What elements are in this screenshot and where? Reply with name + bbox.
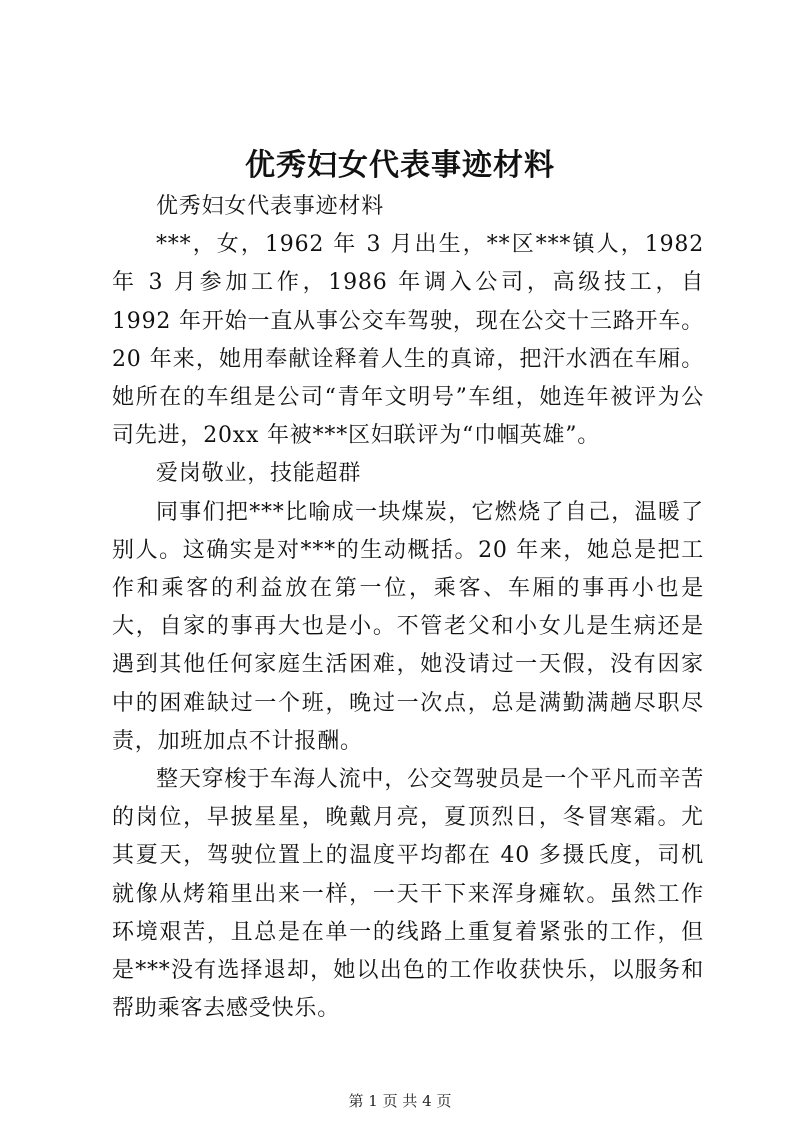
- document-title: 优秀妇女代表事迹材料: [245, 148, 555, 183]
- page-footer: 第 1 页 共 4 页: [348, 1092, 452, 1110]
- section-heading: 爱岗敬业，技能超群: [156, 461, 362, 487]
- body-paragraph: 同事们把***比喻成一块煤炭，它燃烧了自己，温暖了别人。这确实是对***的生动概括。20 年来，她总是把工作和乘客的利益放在第一位，乘客、车厢的事再小也是大，自家的事再大也是小。不管老父和小女儿是生病还是遇到其他任何家庭生活困难，她没请过一天假，没有因家中的困难缺过一个班，晚过一次点，总是满勤满趟尽职尽责，加班加点不计报酬。: [112, 499, 704, 754]
- document-body: [112, 188, 704, 1028]
- body-paragraph: 整天穿梭于车海人流中，公交驾驶员是一个平凡而辛苦的岗位，早披星星，晚戴月亮，夏顶烈日，冬冒寒霜。尤其夏天，驾驶位置上的温度平均都在 40 多摄氏度，司机就像从烤箱里出来一样，一天干下来浑身瘫软。虽然工作环境艰苦，且总是在单一的线路上重复着紧张的工作，但是***没有选择退却，她以出色的工作收获快乐，以服务和帮助乘客去感受快乐。: [112, 767, 704, 1022]
- intro-paragraph: ***，女，1962 年 3 月出生，**区***镇人，1982 年 3 月参加工作，1986 年调入公司，高级技工，自 1992 年开始一直从事公交车驾驶，现在公交十三路开车。20 年来，她用奉献诠释着人生的真谛，把汗水洒在车厢。她所在的车组是公司“青年文明号”车组，她连年被评为公司先进，20xx 年被***区妇联评为“巾帼英雄”。: [112, 232, 704, 449]
- subtitle-paragraph: 优秀妇女代表事迹材料: [156, 194, 385, 219]
